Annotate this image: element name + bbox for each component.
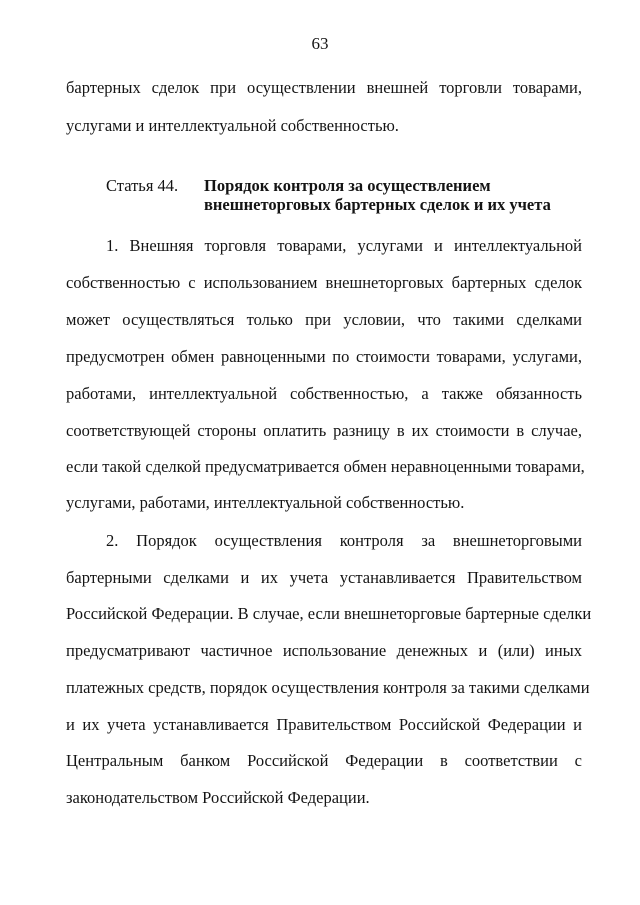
text-line: 1. Внешняя торговля товарами, услугами и интеллектуальной	[106, 236, 582, 255]
page-number: 63	[311, 34, 329, 53]
text-line: бартерных сделок при осуществлении внешней торговли товарами,	[66, 78, 582, 97]
text-line: услугами и интеллектуальной собственностью.	[66, 116, 399, 135]
article-number: Статья 44.	[106, 176, 179, 195]
text-line: платежных средств, порядок осуществления контроля за такими сделками	[66, 678, 590, 697]
text-line: если такой сделкой предусматривается обмен неравноценными товарами,	[66, 457, 585, 476]
article-title-line: Порядок контроля за осуществлением	[204, 176, 491, 195]
text-line: собственностью с использованием внешнеторговых бартерных сделок	[66, 273, 582, 292]
text-line: 2. Порядок осуществления контроля за внешнеторговыми	[106, 531, 582, 550]
text-line: Российской Федерации. В случае, если внешнеторговые бартерные сделки	[66, 604, 592, 623]
text-line: услугами, работами, интеллектуальной собственностью.	[66, 493, 465, 512]
text-line: предусматривают частичное использование денежных и (или) иных	[66, 641, 582, 660]
text-line: Центральным банком Российской Федерации в соответствии с	[66, 751, 582, 770]
article-title-line: внешнеторговых бартерных сделок и их учета	[204, 195, 551, 214]
text-line: бартерными сделками и их учета устанавливается Правительством	[66, 568, 582, 587]
text-line: предусмотрен обмен равноценными по стоимости товарами, услугами,	[66, 347, 582, 366]
text-line: может осуществляться только при условии, что такими сделками	[66, 310, 582, 329]
text-line: и их учета устанавливается Правительством Российской Федерации и	[66, 715, 582, 734]
text-line: работами, интеллектуальной собственностью, а также обязанность	[66, 384, 582, 403]
text-line: соответствующей стороны оплатить разницу в их стоимости в случае,	[66, 421, 582, 440]
text-line: законодательством Российской Федерации.	[66, 788, 370, 807]
